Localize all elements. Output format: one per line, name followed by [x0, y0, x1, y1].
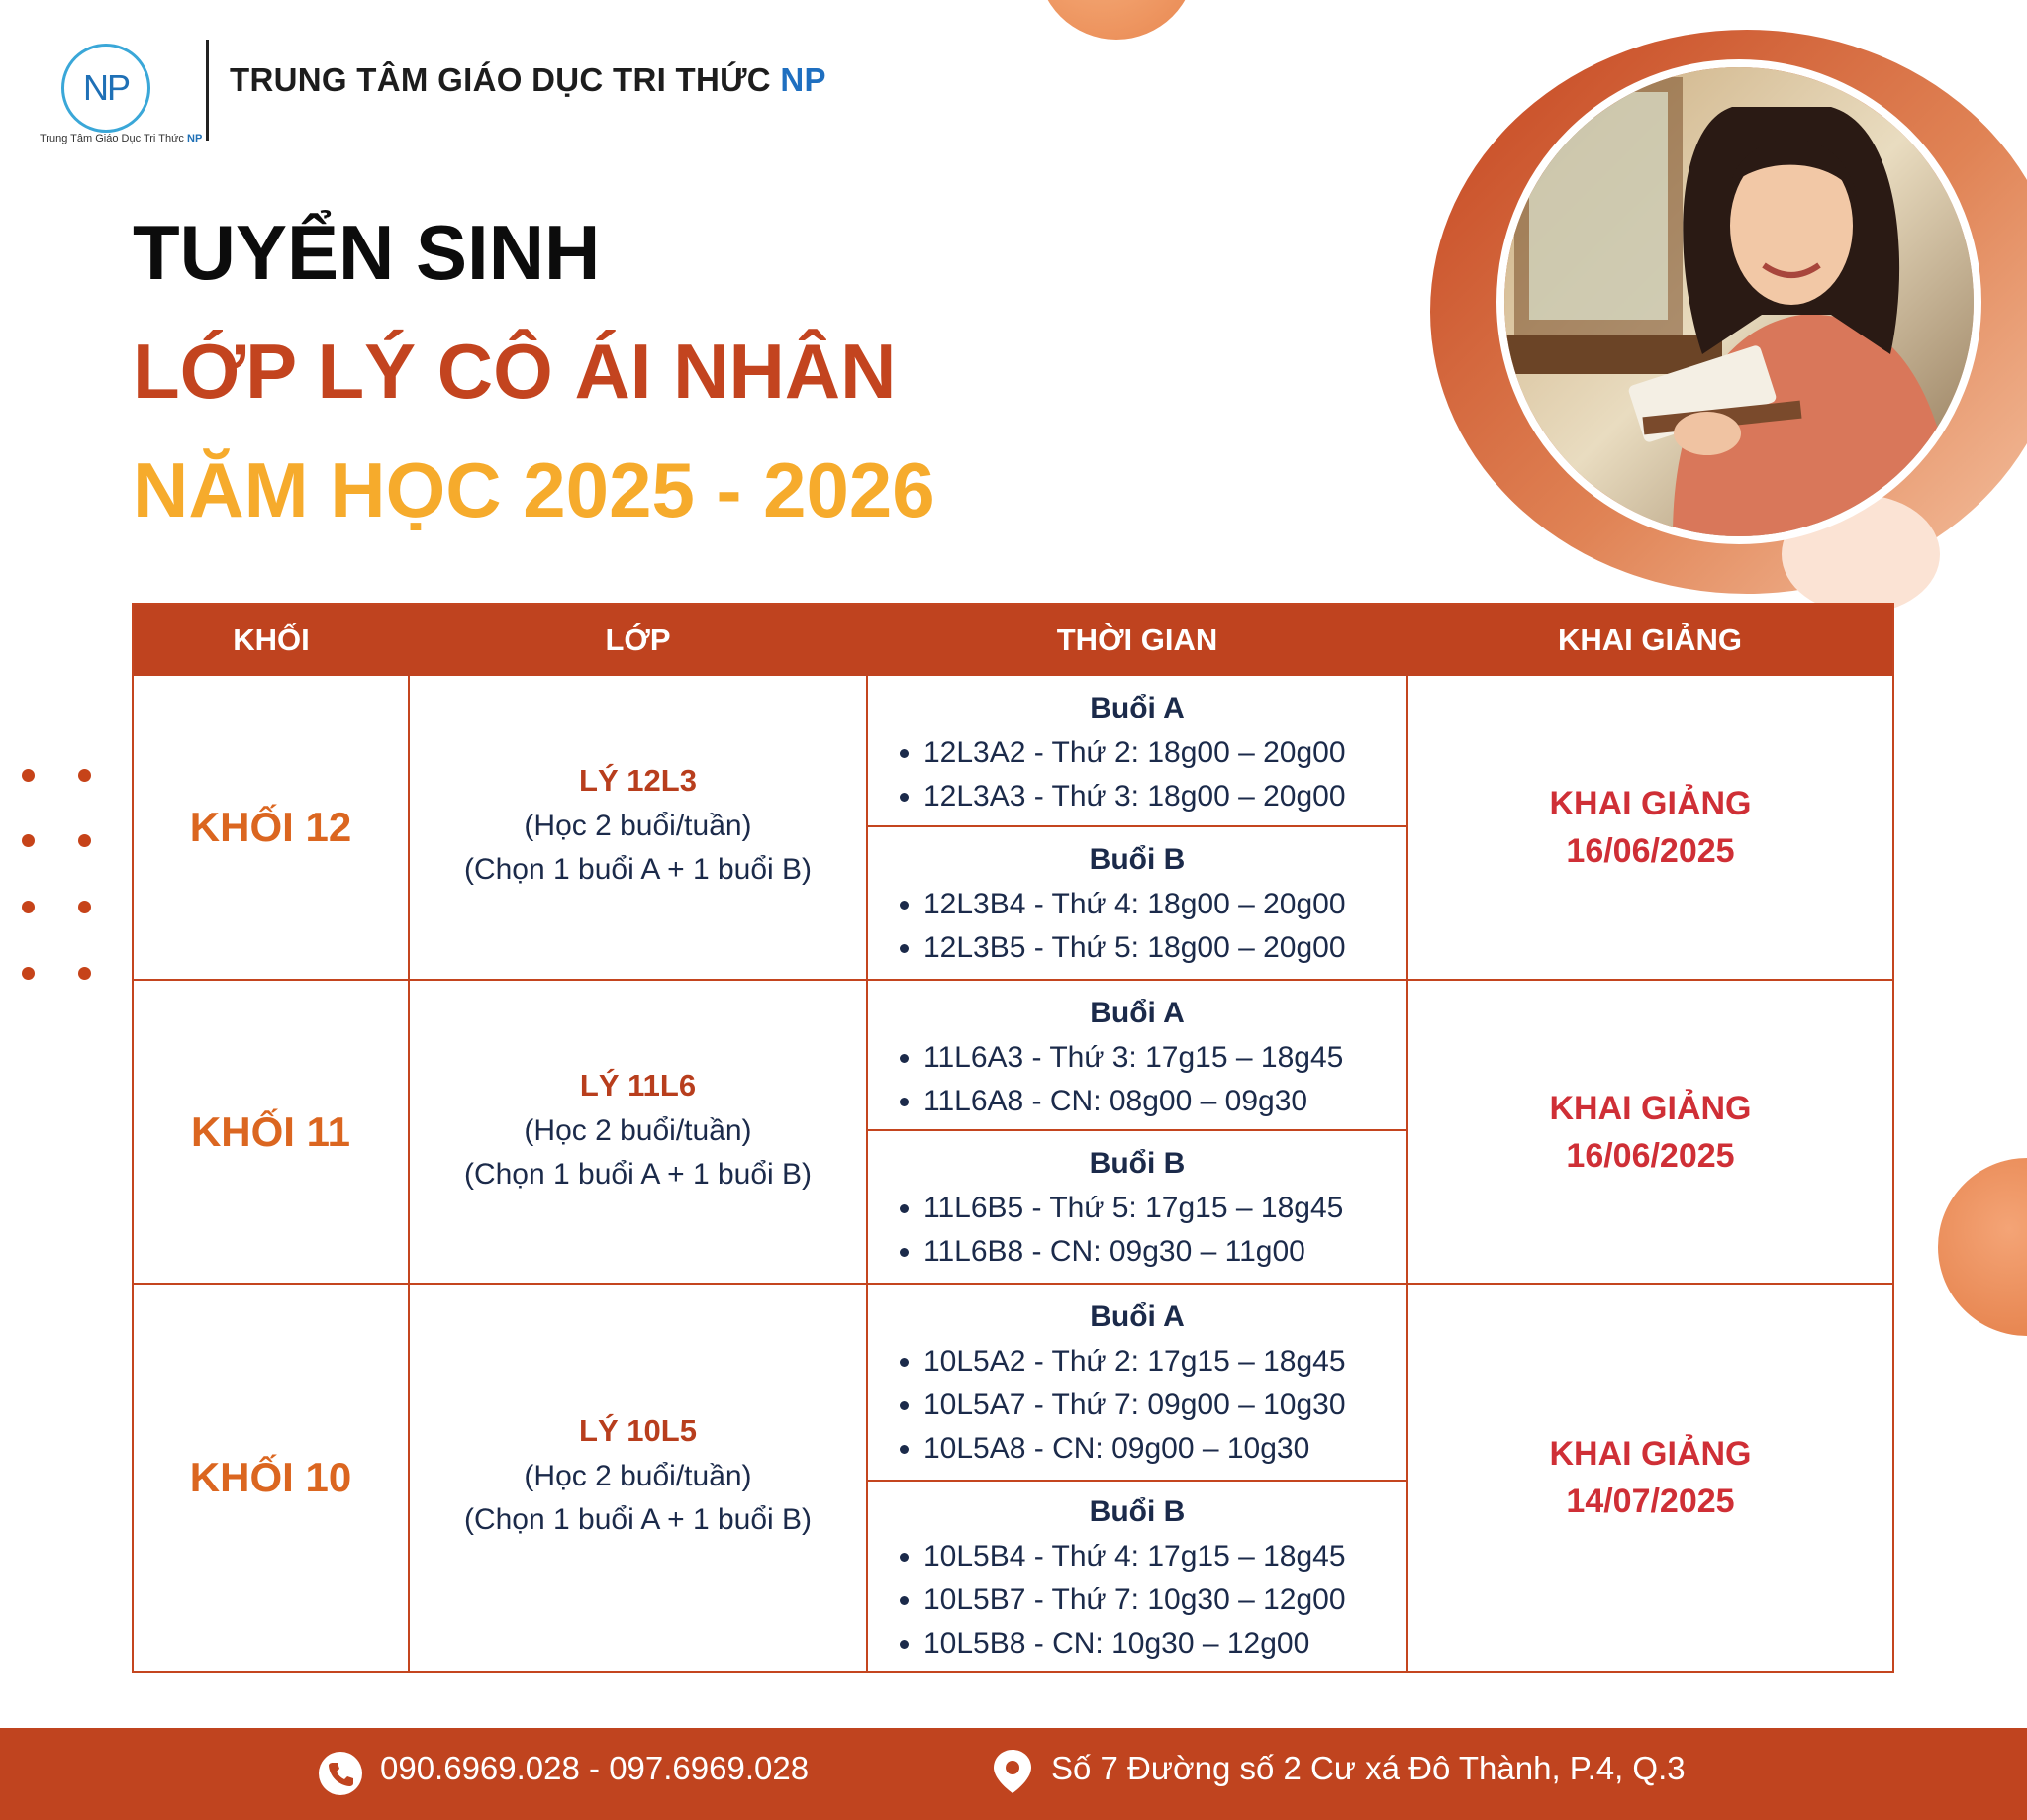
- location-pin-icon: [990, 1748, 1035, 1795]
- opening-date: 14/07/2025: [1566, 1483, 1735, 1520]
- decorative-circle-right: [1938, 1158, 2027, 1336]
- logo-tagline: Trung Tâm Giáo Dục Tri Thức NP: [40, 133, 203, 144]
- time-cell: [868, 981, 1406, 1283]
- table-row: [134, 1285, 408, 1671]
- list-item: • 10L5B4 - Thứ 4: 17g15 – 18g45: [923, 1535, 1406, 1579]
- logo-mark: NP: [61, 44, 150, 133]
- session-title: Buổi A: [1090, 1300, 1185, 1333]
- class-note: (Chọn 1 buổi A + 1 buổi B): [463, 853, 813, 886]
- table-row: [134, 981, 408, 1283]
- class-note: (Chọn 1 buổi A + 1 buổi B): [463, 1157, 813, 1191]
- header-divider: [206, 40, 209, 141]
- address: Số 7 Đường số 2 Cư xá Đô Thành, P.4, Q.3: [1051, 1750, 1686, 1786]
- table-row: [134, 676, 408, 979]
- opening-label: KHAI GIẢNG: [1549, 1435, 1752, 1473]
- header-class: LỚP: [605, 623, 671, 657]
- list-item: • 10L5A2 - Thứ 2: 17g15 – 18g45: [923, 1340, 1406, 1384]
- grade-label: KHỐI 10: [189, 1454, 352, 1500]
- session-title: Buổi A: [1090, 692, 1185, 724]
- class-name: LÝ 11L6: [579, 1067, 697, 1102]
- opening-date: 16/06/2025: [1566, 832, 1735, 870]
- headline-class: LỚP LÝ CÔ ÁI NHÂN: [133, 328, 897, 415]
- center-name: TRUNG TÂM GIÁO DỤC TRI THỨC NP: [230, 61, 826, 98]
- list-item: • 11L6A8 - CN: 08g00 – 09g30: [923, 1080, 1406, 1123]
- list-item: • 12L3B5 - Thứ 5: 18g00 – 20g00: [923, 926, 1406, 970]
- decorative-circle-top: [1037, 0, 1196, 40]
- session-b: [868, 827, 1406, 970]
- list-item: • 12L3A3 - Thứ 3: 18g00 – 20g00: [923, 775, 1406, 818]
- list-item: • 12L3A2 - Thứ 2: 18g00 – 20g00: [923, 731, 1406, 775]
- session-title: Buổi A: [1090, 997, 1185, 1029]
- headline-enrollment: TUYỂN SINH: [133, 209, 601, 296]
- list-item: • 11L6B5 - Thứ 5: 17g15 – 18g45: [923, 1187, 1406, 1230]
- session-title: Buổi B: [1089, 1495, 1186, 1528]
- grade-label: KHỐI 12: [189, 804, 352, 850]
- opening-cell: [1408, 1285, 1892, 1671]
- session-a: [868, 1285, 1406, 1471]
- list-item: • 12L3B4 - Thứ 4: 18g00 – 20g00: [923, 883, 1406, 926]
- class-note: (Chọn 1 buổi A + 1 buổi B): [463, 1503, 813, 1536]
- list-item: • 10L5A7 - Thứ 7: 09g00 – 10g30: [923, 1384, 1406, 1427]
- header-time: THỜI GIAN: [1056, 623, 1218, 657]
- opening-date: 16/06/2025: [1566, 1136, 1735, 1175]
- list-item: • 11L6B8 - CN: 09g30 – 11g00: [923, 1230, 1406, 1274]
- opening-cell: [1408, 981, 1892, 1283]
- class-note: (Học 2 buổi/tuần): [524, 810, 752, 842]
- session-b: [868, 1480, 1406, 1666]
- phone-numbers[interactable]: 090.6969.028 - 097.6969.028: [380, 1750, 810, 1786]
- headline-school-year: NĂM HỌC 2025 - 2026: [133, 446, 935, 533]
- logo: [61, 44, 160, 143]
- class-note: (Học 2 buổi/tuần): [524, 1460, 752, 1492]
- class-name: LÝ 10L5: [579, 1413, 697, 1448]
- header-grade: KHỐI: [233, 623, 310, 657]
- list-item: • 10L5A8 - CN: 09g00 – 10g30: [923, 1427, 1406, 1471]
- time-cell: [868, 1285, 1406, 1671]
- class-note: (Học 2 buổi/tuần): [524, 1113, 752, 1147]
- list-item: • 10L5B7 - Thứ 7: 10g30 – 12g00: [923, 1579, 1406, 1622]
- table-header: [134, 605, 1892, 676]
- session-title: Buổi B: [1089, 1147, 1186, 1180]
- header-opening: KHAI GIẢNG: [1558, 623, 1742, 657]
- opening-cell: [1408, 676, 1892, 979]
- grade-label: KHỐI 11: [190, 1107, 351, 1155]
- class-cell: [410, 1285, 866, 1671]
- session-title: Buổi B: [1089, 843, 1186, 876]
- class-name: LÝ 12L3: [579, 763, 697, 798]
- session-a: [868, 676, 1406, 818]
- schedule-table: [132, 603, 1894, 1673]
- class-cell: [410, 676, 866, 979]
- teacher-photo: [1496, 59, 1981, 544]
- phone-icon: [319, 1752, 362, 1795]
- list-item: • 11L6A3 - Thứ 3: 17g15 – 18g45: [923, 1036, 1406, 1080]
- opening-label: KHAI GIẢNG: [1549, 1089, 1752, 1127]
- list-item: • 10L5B8 - CN: 10g30 – 12g00: [923, 1622, 1406, 1666]
- session-b: [868, 1131, 1406, 1274]
- session-a: [868, 981, 1406, 1123]
- time-cell: [868, 676, 1406, 979]
- class-cell: [410, 981, 866, 1283]
- footer-bar: [0, 1728, 2027, 1820]
- opening-label: KHAI GIẢNG: [1549, 785, 1752, 822]
